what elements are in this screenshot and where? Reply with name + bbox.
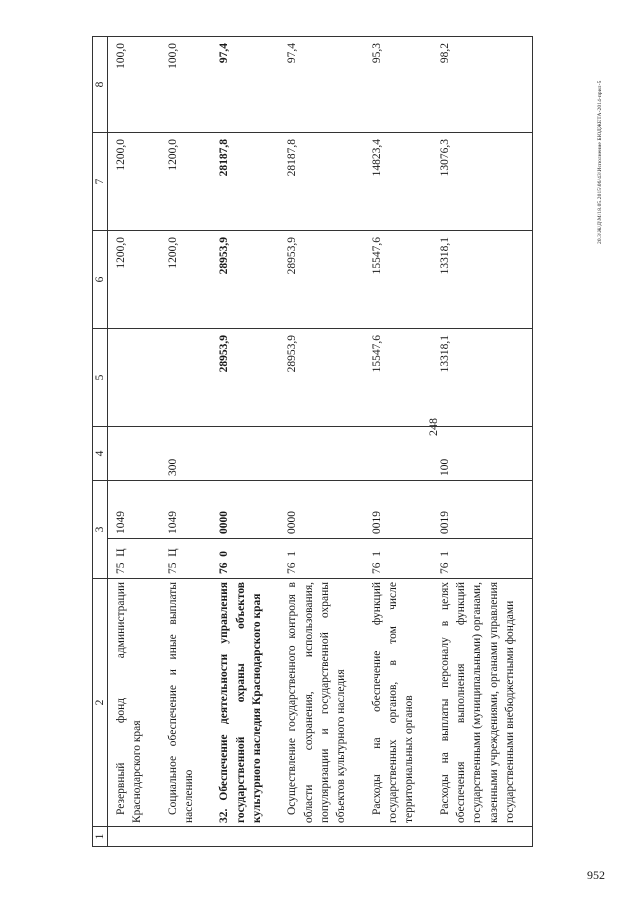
code-direction [364,481,432,539]
value-col-5 [364,329,432,427]
header-col-3: 3 [93,481,108,579]
code-program [211,539,279,579]
code-program [160,539,212,579]
col5-value: 13318,1 [438,335,451,373]
table-row [108,37,160,847]
code-part-1: 76 [438,562,451,574]
col7-value: 1200,0 [166,139,179,171]
row-name: Обеспечение деятельности управления государственной охраны объектов культурного наследия Краснодарского края [218,582,263,823]
col5-value: 28953,9 [286,335,299,373]
value-col-7 [279,133,363,231]
value-col-6 [432,231,533,329]
value-col-5 [211,329,279,427]
code-part-3: 0000 [218,511,231,534]
row-description [279,579,363,827]
value-col-5 [279,329,363,427]
table-row [211,37,279,847]
row-name: Расходы на выплаты персоналу в целях обеспечения выполнения функций государственными (муниципальными) органами, казенными учреждениями, органами управления государственными внебюджетными фондами [438,582,516,823]
col8-value: 95,3 [370,43,383,64]
value-col-7 [108,133,160,231]
code-direction [432,481,533,539]
code-expense-type [211,427,279,481]
row-spacer-cell [364,827,432,847]
col7-value: 28187,8 [286,139,299,177]
header-col-1: 1 [93,827,108,847]
row-description [160,579,212,827]
header-col-6: 6 [93,231,108,329]
value-col-7 [211,133,279,231]
value-col-6 [364,231,432,329]
corner-page-number: 952 [587,868,605,882]
page-number: 248 [426,418,440,436]
col7-value: 1200,0 [115,139,127,171]
col8-value: 97,4 [286,43,299,64]
row-description [432,579,533,827]
row-description [108,579,160,827]
expense-type-code: 300 [166,458,179,476]
code-direction [211,481,279,539]
row-name: Расходы на обеспечение функций государственных органов, в том числе территориальных органов [370,582,416,823]
budget-table-rotated [92,37,550,847]
value-col-5 [160,329,212,427]
file-path-footer: 20.3\Ж/Д\М/18.05.2015\06/43\Исполнение БЮДЖЕТА-2014-прил-5 [597,80,603,244]
col6-value: 13318,1 [438,237,451,275]
row-spacer-cell [211,827,279,847]
code-part-2: 1 [370,551,383,557]
code-part-3: 0019 [438,511,451,534]
value-col-8 [432,37,533,133]
row-spacer-cell [279,827,363,847]
code-program [108,539,160,579]
code-part-1: 76 [370,562,383,574]
row-number: 32. [218,808,231,823]
row-spacer-cell [108,827,160,847]
col5-value: 15547,6 [370,335,383,373]
code-part-2: 1 [438,551,451,557]
value-col-5 [108,329,160,427]
value-col-8 [108,37,160,133]
col8-value: 97,4 [218,43,231,64]
code-expense-type [279,427,363,481]
value-col-8 [364,37,432,133]
code-program [364,539,432,579]
value-col-6 [108,231,160,329]
row-description [364,579,432,827]
col6-value: 15547,6 [370,237,383,275]
code-part-3: 1049 [115,511,127,534]
value-col-6 [279,231,363,329]
code-part-2: 1 [286,551,299,557]
code-expense-type [108,427,160,481]
col7-value: 28187,8 [218,139,231,177]
table-row [432,37,533,847]
code-program [432,539,533,579]
value-col-8 [211,37,279,133]
header-col-2: 2 [93,579,108,827]
table-row [279,37,363,847]
code-part-1: 75 [115,562,127,574]
col6-value: 1200,0 [115,237,127,269]
table-row [160,37,212,847]
header-col-5: 5 [93,329,108,427]
row-name: Осуществление государственного контроля в области сохранения, использования, популяризации и государственной охраны объектов культурного наследия [286,582,348,823]
col7-value: 13076,3 [438,139,451,177]
table-row [364,37,432,847]
value-col-6 [160,231,212,329]
budget-table [92,36,533,847]
value-col-5 [432,329,533,427]
code-part-1: 75 [166,562,179,574]
header-col-4: 4 [93,427,108,481]
code-direction [279,481,363,539]
expense-type-code: 100 [438,458,451,476]
value-col-7 [160,133,212,231]
code-program [279,539,363,579]
col6-value: 28953,9 [218,237,231,275]
header-col-7: 7 [93,133,108,231]
code-part-1: 76 [218,562,231,574]
col8-value: 100,0 [115,43,127,69]
code-part-3: 0000 [286,511,299,534]
code-expense-type [364,427,432,481]
col6-value: 28953,9 [286,237,299,275]
code-expense-type [160,427,212,481]
header-row [93,37,108,847]
row-spacer-cell [160,827,212,847]
row-name: Резервный фонд администрации Краснодарского края [115,582,144,823]
code-part-3: 0019 [370,511,383,534]
value-col-7 [432,133,533,231]
code-part-2: Ц [166,548,179,557]
code-part-2: Ц [115,548,127,557]
code-part-3: 1049 [166,511,179,534]
row-description [211,579,279,827]
col8-value: 98,2 [438,43,451,64]
code-part-2: 0 [218,551,231,557]
col5-value: 28953,9 [218,335,231,373]
value-col-8 [279,37,363,133]
col6-value: 1200,0 [166,237,179,269]
value-col-6 [211,231,279,329]
code-part-1: 76 [286,562,299,574]
code-direction [108,481,160,539]
row-spacer-cell [432,827,533,847]
row-name: Социальное обеспечение и иные выплаты населению [166,582,195,823]
value-col-7 [364,133,432,231]
header-col-8: 8 [93,37,108,133]
col8-value: 100,0 [166,43,179,69]
col7-value: 14823,4 [370,139,383,177]
code-direction [160,481,212,539]
value-col-8 [160,37,212,133]
code-expense-type [432,427,533,481]
